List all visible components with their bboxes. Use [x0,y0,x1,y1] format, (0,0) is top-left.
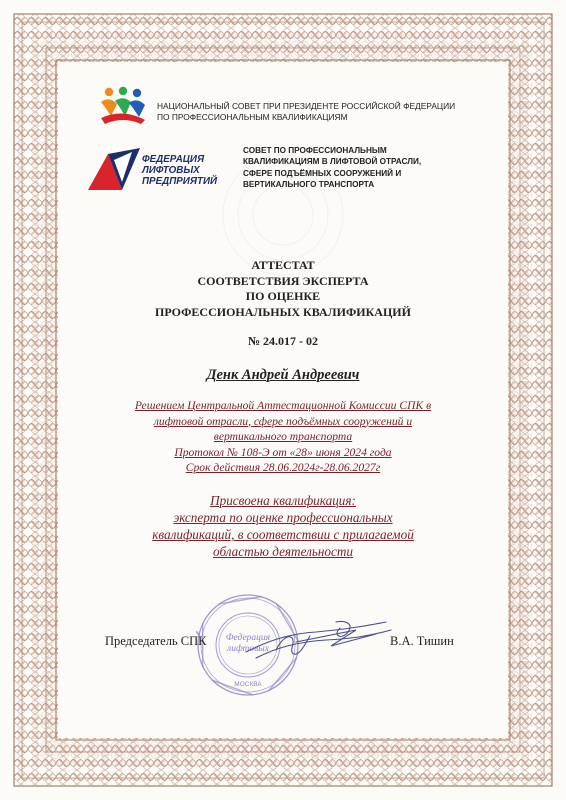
protocol-line: Протокол № 108-Э от «28» июня 2024 года [174,445,392,459]
council-name-line1: НАЦИОНАЛЬНЫЙ СОВЕТ ПРИ ПРЕЗИДЕНТЕ РОССИЙСКОЙ ФЕДЕРАЦИИ [157,101,456,111]
spk-name-line3: СФЕРЕ ПОДЪЁМНЫХ СООРУЖЕНИЙ И [243,168,402,178]
document-title-line3: ПО ОЦЕНКЕ [245,289,321,303]
spk-name-line1: СОВЕТ ПО ПРОФЕССИОНАЛЬНЫМ [243,146,387,155]
spk-name-line2: КВАЛИФИКАЦИЯМ В ЛИФТОВОЙ ОТРАСЛИ, [243,157,422,167]
qualification-line4: областью деятельности [213,544,353,559]
stamp-center-line2: лифтовых [227,644,269,654]
council-name-line2: ПО ПРОФЕССИОНАЛЬНЫМ КВАЛИФИКАЦИЯМ [157,112,348,122]
chairman-name: В.А. Тишин [390,634,454,648]
qualification-line3: квалификаций, в соответствии с прилагаемой [152,527,414,542]
decision-line1: Решением Центральной Аттестационной Комиссии СПК в [134,399,432,412]
chairman-label: Председатель СПК [105,634,207,648]
federation-name-line3: ПРЕДПРИЯТИЙ [142,176,218,187]
spk-name [243,145,483,190]
qualification-line2: эксперта по оценке профессиональных [173,510,393,525]
stamp-city: МОСКВА [234,681,262,688]
expert-name: Денк Андрей Андреевич [206,367,360,383]
document-title-line1: АТТЕСТАТ [251,258,315,272]
qualification-heading: Присвоена квалификация: [210,493,356,508]
federation-name [142,154,242,187]
validity-line: Срок действия 28.06.2024г-28.06.2027г [185,461,381,474]
stamp-center-line1: Федерация [225,633,271,643]
federation-name-line2: ЛИФТОВЫХ [142,165,200,176]
federation-name-line1: ФЕДЕРАЦИЯ [142,154,205,165]
handwritten-signature-icon [236,612,396,672]
council-figures-icon [97,86,149,132]
certificate-number: № 24.017 - 02 [247,334,319,348]
document-title-line4: ПРОФЕССИОНАЛЬНЫХ КВАЛИФИКАЦИЙ [155,304,411,319]
decision-line3: вертикального транспорта [213,430,353,443]
spk-name-line4: ВЕРТИКАЛЬНОГО ТРАНСПОРТА [243,179,375,189]
decision-line2: лифтовой отрасли, сфере подъёмных сооружений и [153,414,413,428]
document-title-line2: СООТВЕТСТВИЯ ЭКСПЕРТА [197,273,369,288]
council-name [157,101,487,123]
